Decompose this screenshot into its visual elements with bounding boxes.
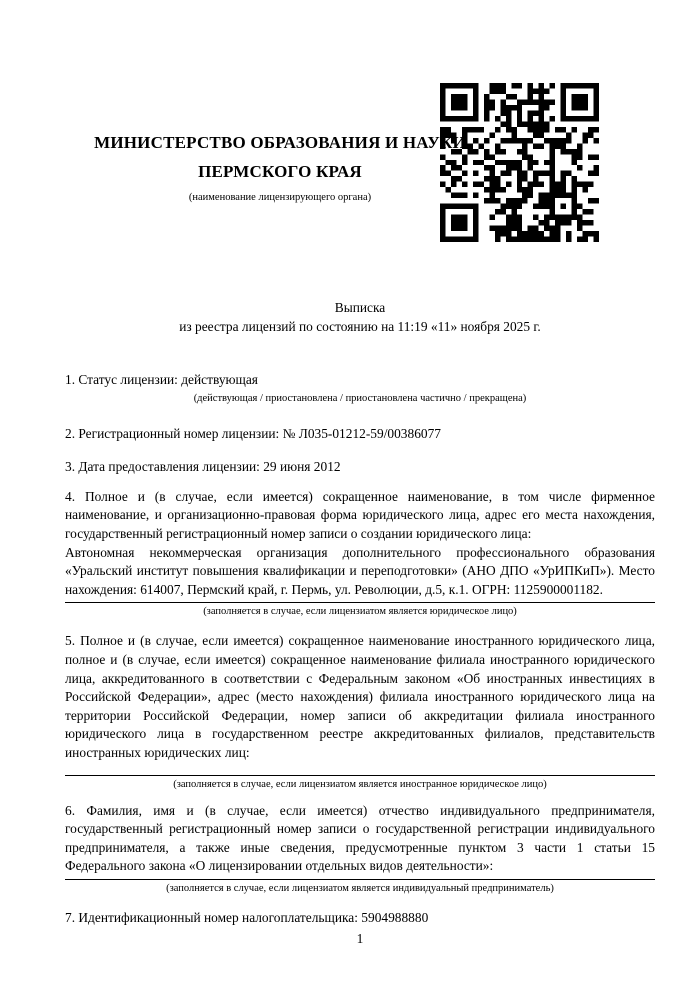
section-license-date (65, 458, 655, 477)
taxpayer-number-text: 7. Идентификационный номер налогоплательщика: 5904988880 (65, 909, 429, 925)
licensing-authority-header (65, 128, 495, 204)
foreign-entity-value (65, 763, 655, 772)
section-registration-number (65, 425, 655, 444)
foreign-entity-caption: (заполняется в случае, если лицензиатом является иностранное юридическое лицо) (173, 778, 547, 790)
section-license-status (65, 371, 655, 405)
document-content (65, 0, 655, 927)
document-title-line2: из реестра лицензий по состоянию на 11:19 «11» ноября 2025 г. (179, 318, 541, 334)
document-title-line1: Выписка (334, 300, 386, 315)
foreign-entity-underline (65, 775, 655, 776)
legal-entity-value: Автономная некоммерческая организация дополнительного профессионального образования «Уральский институт повышения квалификации и переподготовки» (АНО ДПО «УрИПКиП»). Место нахождения: 614007, Пермский край, г. Пермь, ул. Революции, д.5, к.1. ОГРН: 1125900001182. (65, 544, 655, 597)
ministry-name-line2: ПЕРМСКОГО КРАЯ (198, 162, 362, 181)
section-taxpayer-number (65, 909, 655, 928)
ministry-caption: (наименование лицензирующего органа) (188, 192, 372, 203)
license-date-text: 3. Дата предоставления лицензии: 29 июня 2012 (65, 459, 341, 475)
foreign-entity-label: 5. Полное и (в случае, если имеется) сокращенное наименование иностранного юридического лица, полное и (в случае, если имеется) сокращенное наименование филиала иностранного юридического лица, аккредитованного в соответствии с Федеральным законом «Об иностранных инвестициях в Российской Федерации», адрес (место нахождения) филиала иностранного юридического лица на территории Российской Федерации, номер записи об аккредитации филиала иностранного юридического лица в государственном реестре аккредитованных филиалов, представительств иностранных юридических лиц: (65, 633, 655, 760)
license-status-options-caption: (действующая / приостановлена / приостановлена частично / прекращена) (193, 392, 527, 404)
page-number: 1 (356, 931, 364, 946)
individual-entrepreneur-caption: (заполняется в случае, если лицензиатом является индивидуальный предприниматель) (166, 882, 554, 894)
license-status-text: 1. Статус лицензии: действующая (65, 372, 258, 387)
legal-entity-label: 4. Полное и (в случае, если имеется) сокращенное наименование, в том числе фирменное наименование, и организационно-правовая форма юридического лица, адрес его места нахождения, государственный регистрационный номер записи о создании юридического лица: (65, 488, 655, 541)
registration-number-text: 2. Регистрационный номер лицензии: № Л035-01212-59/00386077 (65, 425, 441, 441)
legal-entity-underline (65, 602, 655, 603)
legal-entity-caption: (заполняется в случае, если лицензиатом является юридическое лицо) (203, 606, 517, 618)
section-legal-entity (65, 488, 655, 619)
individual-entrepreneur-label: 6. Фамилия, имя и (в случае, если имеется) отчество индивидуального предпринимателя, государственный регистрационный номер записи о государственной регистрации индивидуального предпринимателя, а также иные сведения, предусмотренные пунктом 3 части 1 статьи 15 Федерального закона «О лицензировании отдельных видов деятельности»: (65, 802, 655, 874)
individual-entrepreneur-underline (65, 879, 655, 880)
ministry-name-line1: МИНИСТЕРСТВО ОБРАЗОВАНИЯ И НАУКИ (94, 133, 466, 152)
section-foreign-entity (65, 632, 655, 790)
document-title (65, 299, 655, 336)
section-individual-entrepreneur (65, 802, 655, 895)
